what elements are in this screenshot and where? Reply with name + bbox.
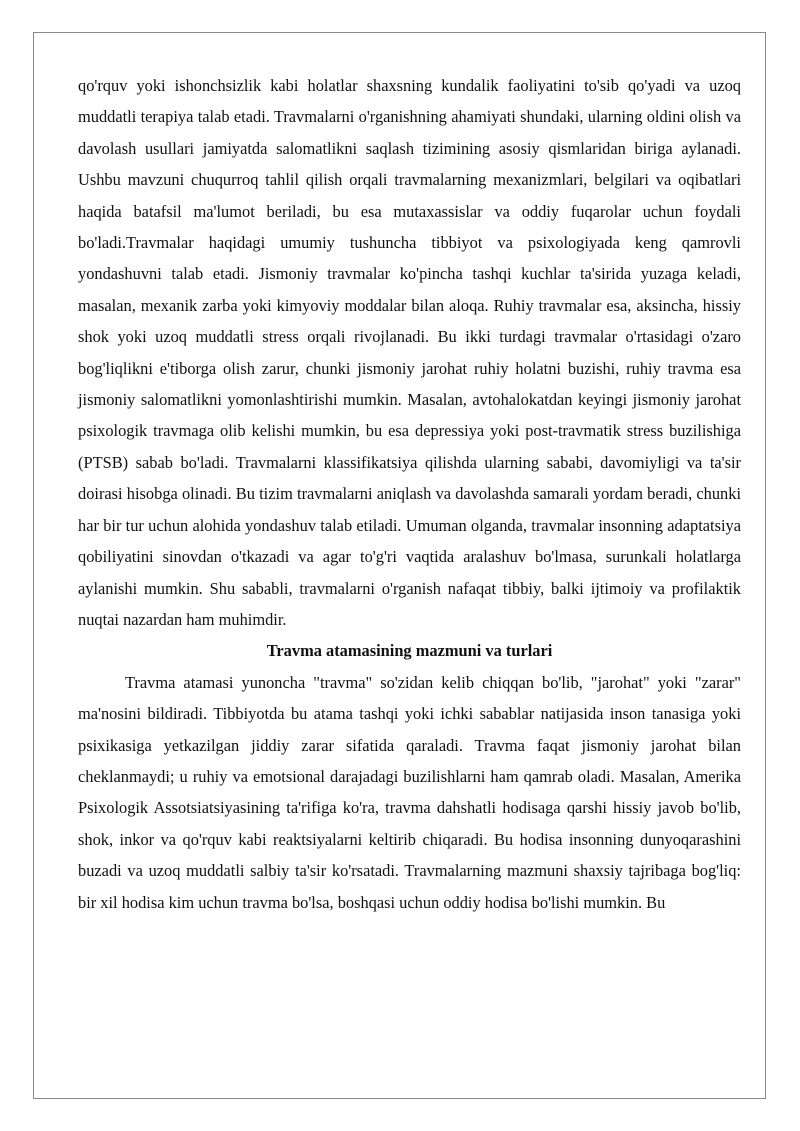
document-body — [78, 70, 741, 918]
section-heading: Travma atamasining mazmuni va turlari — [266, 641, 553, 661]
body-paragraph-1: qo'rquv yoki ishonchsizlik kabi holatlar shaxsning kundalik faoliyatini to'sib qo'yadi va uzoq muddatli terapiya talab etadi. Travmalarni o'rganishning ahamiyati shundaki, ularning oldini olish va davolash usullari jamiyatda salomatlikni saqlash tizimining asosiy qismlaridan biriga aylanadi. Ushbu mavzuni chuqurroq tahlil qilish orqali travmalarning mexanizmlari, belgilari va oqibatlari haqida batafsil ma'lumot beriladi, bu esa mutaxassislar va oddiy fuqarolar uchun foydali bo'ladi.Travmalar haqidagi umumiy tushuncha tibbiyot va psixologiyada keng qamrovli yondashuvni talab etadi. Jismoniy travmalar ko'pincha tashqi kuchlar ta'sirida yuzaga keladi, masalan, mexanik zarba yoki kimyoviy moddalar bilan aloqa. Ruhiy travmalar esa, aksincha, hissiy shok yoki uzoq muddatli stress orqali rivojlanadi. Bu ikki turdagi travmalar o'rtasidagi o'zaro bog'liqlikni e'tiborga olish zarur, chunki jismoniy jarohat ruhiy holatni buzishi, ruhiy travma esa jismoniy salomatlikni yomonlashtirishi mumkin. Masalan, avtohalokatdan keyingi jismoniy jarohat psixologik travmaga olib kelishi mumkin, bu esa depressiya yoki post-travmatik stress buzilishiga (PTSB) sabab bo'ladi. Travmalarni klassifikatsiya qilishda ularning sababi, davomiyligi va ta'sir doirasi hisobga olinadi. Bu tizim travmalarni aniqlash va davolashda samarali yordam beradi, chunki har bir tur uchun alohida yondashuv talab etiladi. Umuman olganda, travmalar insonning adaptatsiya qobiliyatini sinovdan o'tkazadi va agar to'g'ri vaqtida aralashuv bo'lmasa, surunkali holatlarga aylanishi mumkin. Shu sababli, travmalarni o'rganish nafaqat tibbiy, balki ijtimoiy va profilaktik nuqtai nazardan ham muhimdir. — [78, 76, 741, 629]
body-paragraph-2: Travma atamasi yunoncha "travma" so'zidan kelib chiqqan bo'lib, "jarohat" yoki "zarar" ma'nosini bildiradi. Tibbiyotda bu atama tashqi yoki ichki sabablar natijasida inson tanasiga yoki psixikasiga yetkazilgan jiddiy zarar sifatida qaraladi. Travma faqat jismoniy jarohat bilan cheklanmaydi; u ruhiy va emotsional darajadagi buzilishlarni ham qamrab oladi. Masalan, Amerika Psixologik Assotsiatsiyasining ta'rifiga ko'ra, travma dahshatli hodisaga qarshi hissiy javob bo'lib, shok, inkor va qo'rquv kabi reaktsiyalarni keltirib chiqaradi. Bu hodisa insonning dunyoqarashini buzadi va uzoq muddatli salbiy ta'sir ko'rsatadi. Travmalarning mazmuni shaxsiy tajribaga bog'liq: bir xil hodisa kim uchun travma bo'lsa, boshqasi uchun oddiy hodisa bo'lishi mumkin. Bu — [78, 672, 741, 912]
